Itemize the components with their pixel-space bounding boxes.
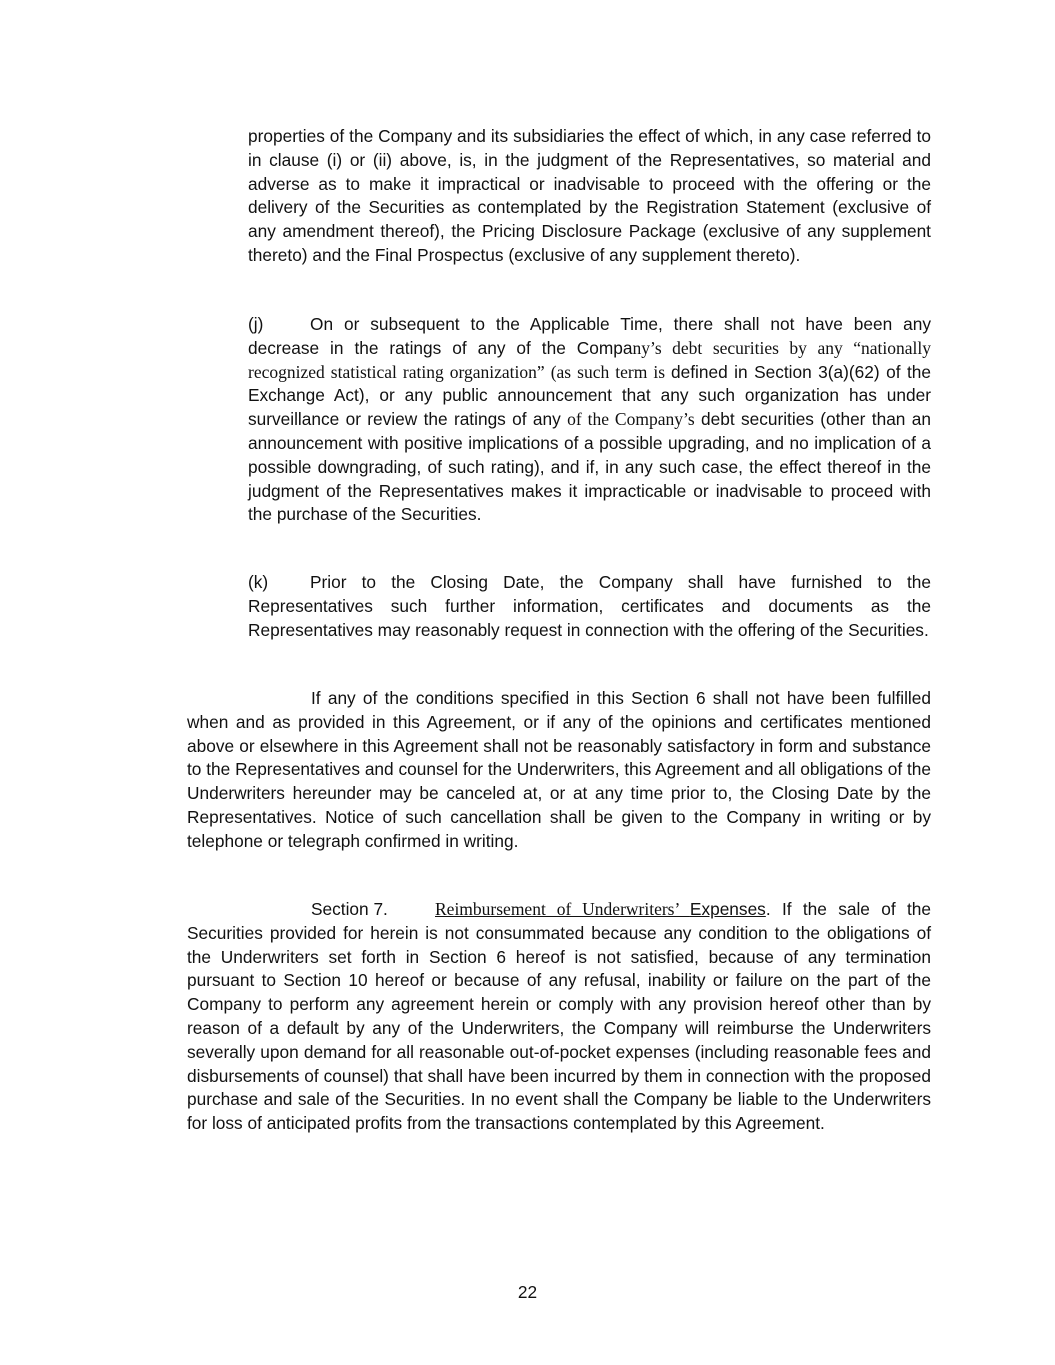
paragraph-text: Prior to the Closing Date, the Company shall have furnished to the Representatives such further information, certificates and documents as the Representatives may reasonably request in connection with the offering of the Securities. xyxy=(248,572,931,640)
paragraph-item-j xyxy=(248,313,931,527)
section-heading-serif: Reimbursement of Underwriters’ xyxy=(435,899,690,919)
paragraph-text: If any of the conditions specified in this Section 6 shall not have been fulfilled when and as provided in this Agreement, or if any of the opinions and certificates mentioned above or elsewhere in this Agreement shall not be reasonably satisfactory in form and substance to the Representatives and counsel for the Underwriters, this Agreement and all obligations of the Underwriters hereunder may be canceled at, or at any time prior to, the Closing Date by the Representatives. Notice of such cancellation shall be given to the Company in writing or by telephone or telegraph confirmed in writing. xyxy=(187,688,931,851)
paragraph-text-serif: ny’s debt securities by any “nationally recognized statistical rating organization” (as such term is xyxy=(248,337,932,382)
paragraph-text: If the sale of the Securities provided for herein is not consummated because any condition to the obligations of the Underwriters set forth in Section 6 hereof is not satisfied, because of any termination pursuant to Section 10 hereof or because of any refusal, inability or failure on the part of the Company to perform any agreement herein or comply with any provision hereof other than by reason of a default by any of the Underwriters, the Company will reimburse the Underwriters severally upon demand for all reasonable out-of-pocket expenses (including reasonable fees and disbursements of counsel) that shall have been incurred by them in connection with the proposed purchase and sale of the Securities. In no event shall the Company be liable to the Underwriters for loss of anticipated profits from the transactions contemplated by this Agreement. xyxy=(187,899,931,1134)
paragraph-item-k xyxy=(248,571,931,642)
paragraph-text: On or subsequent to the Applicable Time, there shall not have been any decrease in the ratings of any of the Compa xyxy=(248,314,931,358)
paragraph-continuation xyxy=(248,125,931,268)
section-heading-sans: Expenses xyxy=(689,899,766,919)
paragraph-text-serif: of the Company’s xyxy=(567,409,695,430)
paragraph-text: debt securities (other than an announcement with positive implications of a possible upgrading, and no implication of a possible downgrading, of such rating), and if, in any such case, the effect thereof in the judgment of the Representatives makes it impracticable or inadvisable to proceed with the purchase of the Securities. xyxy=(248,409,931,525)
item-enumerator: (k) xyxy=(248,572,269,592)
page-number: 22 xyxy=(517,1282,538,1302)
section-heading-period: . xyxy=(765,899,771,919)
paragraph-section-7 xyxy=(187,898,931,1136)
paragraph-conditions-not-fulfilled xyxy=(187,687,931,854)
paragraph-text: defined in Section 3(a)(62) of the Exchange Act), or any public announcement that any such organization has under surveillance or review the ratings of any xyxy=(248,361,931,430)
paragraph-text: properties of the Company and its subsidiaries the effect of which, in any case referred to in clause (i) or (ii) above, is, in the judgment of the Representatives, so material and adverse as to make it impractical or inadvisable to proceed with the offering or the delivery of the Securities as contemplated by the Registration Statement (exclusive of any amendment thereof), the Pricing Disclosure Package (exclusive of any supplement thereto) and the Final Prospectus (exclusive of any supplement thereto). xyxy=(248,126,931,265)
section-number: Section 7. xyxy=(311,899,388,919)
item-enumerator: (j) xyxy=(248,314,264,334)
